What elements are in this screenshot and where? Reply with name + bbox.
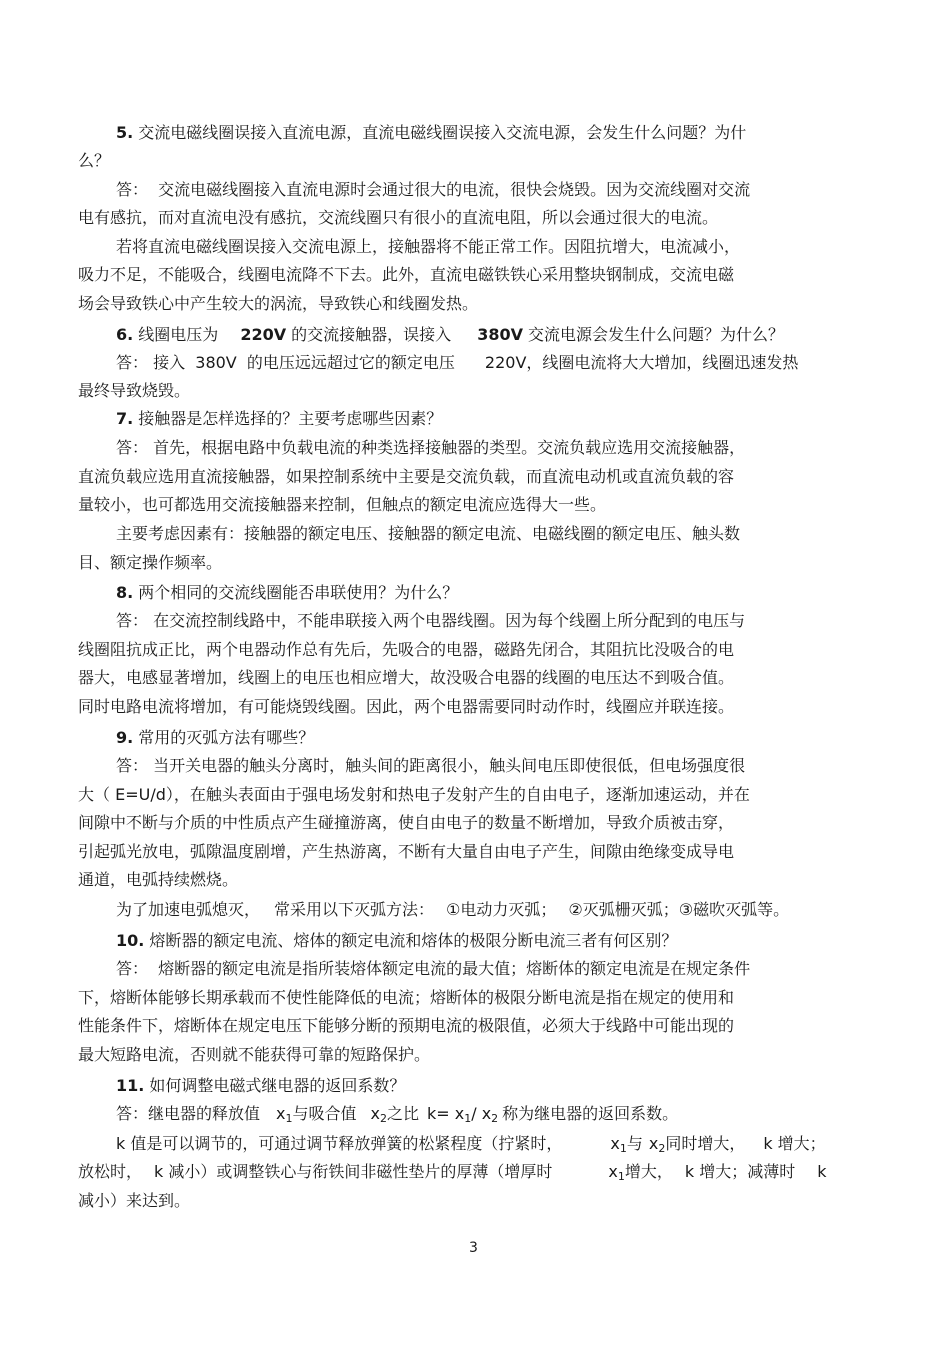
answer-text: 同时增大， [665,1134,746,1153]
formula: k= x [426,1104,465,1123]
answer-text: 常采用以下灭弧方法： [274,900,435,919]
answer-line: 答： 首先，根据电路中负载电流的种类选择接触器的类型。交流负载应选用交流接触器， [116,438,746,457]
question-number: 6. [116,325,134,344]
answer-line: 电有感抗，而对直流电没有感抗，交流线圈只有很小的直流电阻，所以会通过很大的电流。 [78,208,719,227]
answer-text: k [817,1162,827,1181]
subscript: 1 [285,1112,293,1125]
answer-text: 为了加速电弧熄灭， [116,900,261,919]
variable: x [648,1134,659,1153]
answer-line: 答： 当开关电器的触头分离时，触头间的距离很小，触头间电压即使很低，但电场强度很 [116,756,746,775]
variable: x [370,1104,380,1123]
answer-line: 量较小，也可都选用交流接触器来控制，但触点的额定电流应选得大一些。 [78,495,607,514]
answer-line: 下，熔断体能够长期承载而不使性能降低的电流；熔断体的极限分断电流是指在规定的使用和 [78,988,735,1007]
question-8-title [116,582,458,604]
question-10-title [116,930,677,952]
answer-text: 增大， [624,1162,673,1181]
answer-text: k 值是可以调节的，可通过调节释放弹簧的松紧程度（拧紧时， [116,1134,563,1153]
answer-line: 间隙中不断与介质的中性质点产生碰撞游离，使自由电子的数量不断增加，导致介质被击穿， [78,813,735,832]
variable: x [608,1162,618,1181]
answer-line [116,352,798,374]
answer-line: 最终导致烧毁。 [78,381,191,400]
variable: x [276,1104,286,1123]
answer-line: 减小）来达到。 [78,1191,191,1210]
answer-text: 之比 [386,1104,419,1123]
question-9-title [116,727,314,749]
subscript: 2 [491,1112,499,1125]
question-number: 7. [116,409,134,428]
question-text: 熔断器的额定电流、熔体的额定电流和熔体的极限分断电流三者有何区别？ [144,931,678,950]
answer-text: ①电动力灭弧； [446,900,557,919]
answer-line: 答： 交流电磁线圈接入直流电源时会通过很大的电流，很快会烧毁。因为交流线圈对交流 [116,180,751,199]
answer-text: 答：继电器的释放值 [116,1104,261,1123]
question-number: 5. [116,123,134,142]
answer-line: 通道，电弧持续燃烧。 [78,870,239,889]
subscript: 2 [379,1112,387,1125]
answer-line: 器大，电感显著增加，线圈上的电压也相应增大，故没吸合电器的线圈的电压达不到吸合值。 [78,668,735,687]
question-5-title-cont: 么？ [78,151,111,170]
answer-line: 场会导致铁心中产生较大的涡流，导致铁心和线圈发热。 [78,294,479,313]
answer-line: 最大短路电流，否则就不能获得可靠的短路保护。 [78,1045,431,1064]
question-number: 10. [116,931,145,950]
question-11-title [116,1075,405,1097]
answer-line: 吸力不足，不能吸合，线圈电流降不下去。此外，直流电磁铁铁心采用整块钢制成，交流电磁 [78,265,735,284]
answer-text: k 增大；减薄时 [684,1162,796,1181]
answer-line: 大（ E=U/d），在触头表面由于强电场发射和热电子发射产生的自由电子，逐渐加速运动，并在 [78,785,750,804]
answer-text: 与吸合值 [292,1104,357,1123]
answer-line [78,1161,826,1183]
question-text: 如何调整电磁式继电器的返回系数？ [144,1076,406,1095]
answer-line: 主要考虑因素有：接触器的额定电压、接触器的额定电流、电磁线圈的额定电压、触头数 [116,524,741,543]
page-number: 3 [469,1240,478,1256]
answer-text: ②灭弧栅灭弧；③磁吹灭弧等。 [568,900,790,919]
question-7-title [116,408,442,430]
answer-line: 同时电路电流将增加，有可能烧毁线圈。因此，两个电器需要同时动作时，线圈应并联连接。 [78,697,735,716]
question-text: 接触器是怎样选择的？主要考虑哪些因素？ [133,409,443,428]
answer-text: 与 [626,1134,643,1153]
subscript: 2 [658,1142,666,1155]
question-6-title [116,324,784,346]
variable: x [610,1134,620,1153]
question-text: 常用的灭弧方法有哪些？ [133,728,315,747]
answer-line: 答： 在交流控制线路中，不能串联接入两个电器线圈。因为每个线圈上所分配到的电压与 [116,611,746,630]
answer-text: 称为继电器的返回系数。 [502,1104,679,1123]
answer-line [116,1103,678,1125]
question-number: 11. [116,1076,145,1095]
question-text: 线圈电压为 [133,325,219,344]
answer-text: k 增大； [763,1134,826,1153]
question-5-title [116,122,746,144]
question-text: 的交流接触器，误接入 [286,325,452,344]
answer-text: k 减小）或调整铁心与衔铁间非磁性垫片的厚薄（增厚时 [154,1162,553,1181]
voltage-value: 220V [240,325,287,344]
answer-text: 220V，线圈电流将大大增加，线圈迅速发热 [484,353,799,372]
answer-text: 答： 接入 380V 的电压远远超过它的额定电压 [116,353,455,372]
question-number: 9. [116,728,134,747]
answer-line: 若将直流电磁线圈误接入交流电源上，接触器将不能正常工作。因阻抗增大，电流减小， [116,237,741,256]
answer-line [116,1133,826,1155]
question-text: 交流电磁线圈误接入直流电源，直流电磁线圈误接入交流电源，会发生什么问题？为什 [133,123,747,142]
formula: / x [471,1104,492,1123]
subscript: 1 [619,1142,627,1155]
question-text: 交流电源会发生什么问题？为什么？ [522,325,785,344]
subscript: 1 [464,1112,472,1125]
question-number: 8. [116,583,134,602]
answer-line: 直流负载应选用直流接触器，如果控制系统中主要是交流负载，而直流电动机或直流负载的容 [78,467,735,486]
answer-line: 引起弧光放电，弧隙温度剧增，产生热游离，不断有大量自由电子产生，间隙由绝缘变成导电 [78,842,735,861]
answer-line: 线圈阻抗成正比，两个电器动作总有先后，先吸合的电器，磁路先闭合，其阻抗比没吸合的电 [78,640,735,659]
answer-line [116,899,789,921]
question-text: 两个相同的交流线圈能否串联使用？为什么？ [133,583,459,602]
answer-line: 答： 熔断器的额定电流是指所装熔体额定电流的最大值；熔断体的额定电流是在规定条件 [116,959,751,978]
subscript: 1 [617,1170,625,1183]
voltage-value: 380V [477,325,523,344]
answer-line: 目、额定操作频率。 [78,553,223,572]
answer-line: 性能条件下，熔断体在规定电压下能够分断的预期电流的极限值，必须大于线路中可能出现的 [78,1016,735,1035]
answer-text: 放松时， [78,1162,143,1181]
